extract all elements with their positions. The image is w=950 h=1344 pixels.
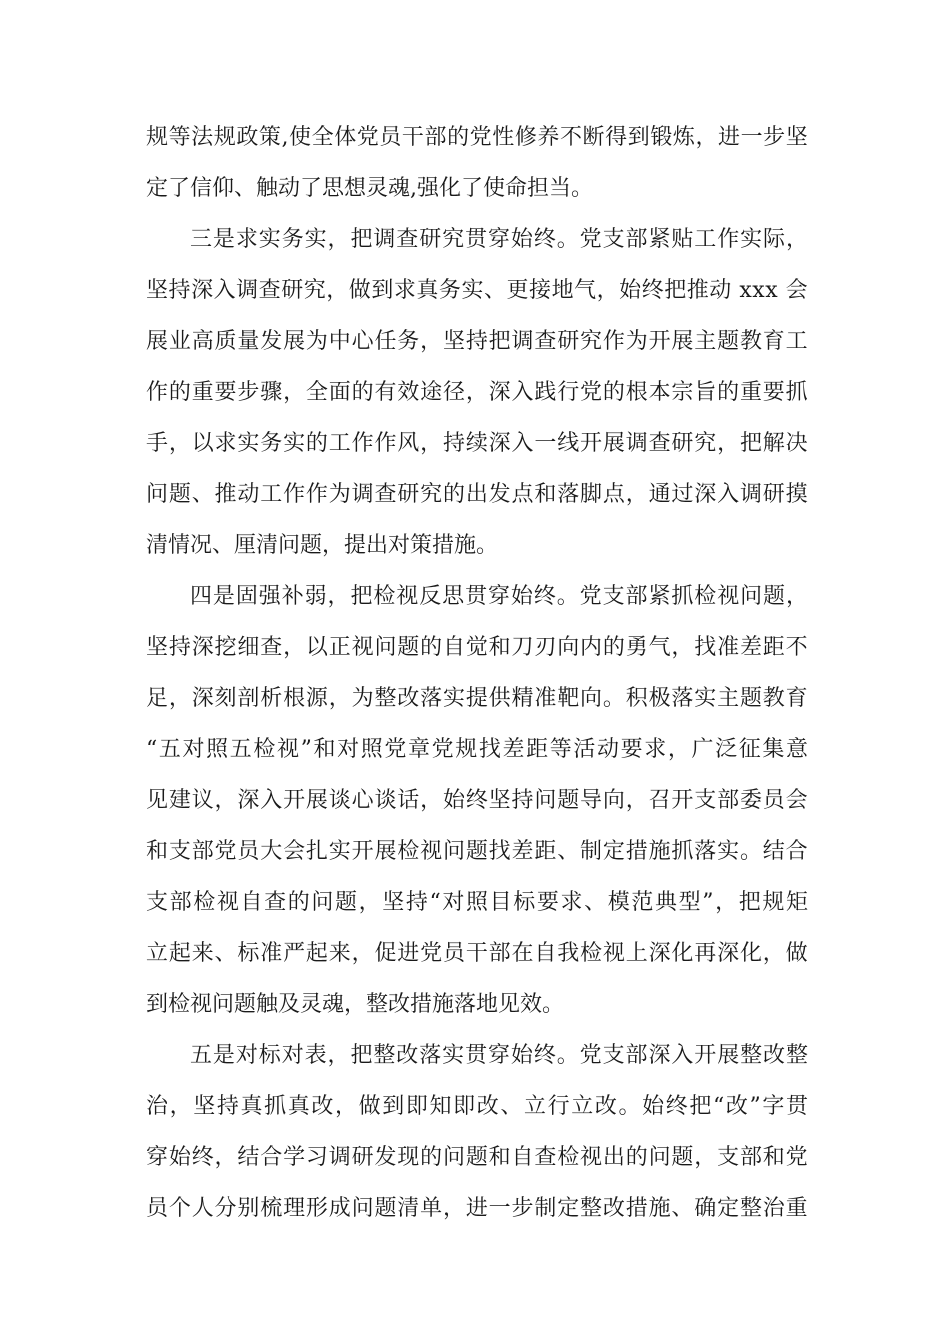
text-line: 支 部 检 视 自 查 的 问 题 ， 坚 持 “ 对 照 目 标 要 求 、 模 范 典 型 ” ， 把 规 矩 (146, 890, 808, 915)
text-line: 坚 持 深 挖 细 查 ， 以 正 视 问 题 的 自 觉 和 刀 刃 向 内 的 勇 气 ， 找 准 差 距 不 (146, 635, 808, 660)
text-line: 手 ， 以 求 实 务 实 的 工 作 作 风 ， 持 续 深 入 一 线 开 展 调 查 研 究 ， 把 解 决 (146, 431, 808, 456)
text-line: 展 业 高 质 量 发 展 为 中 心 任 务 ， 坚 持 把 调 查 研 究 作 为 开 展 主 题 教 育 工 (146, 329, 808, 354)
text-line: 足 ， 深 刻 剖 析 根 源 ， 为 整 改 落 实 提 供 精 准 靶 向 。 积 极 落 实 主 题 教 育 (146, 686, 808, 711)
document-body (146, 112, 808, 1234)
text-line: 见 建 议 ， 深 入 开 展 谈 心 谈 话 ， 始 终 坚 持 问 题 导 向 ， 召 开 支 部 委 员 会 (146, 788, 808, 813)
paragraph-start-line: 三 是 求 实 务 实 ， 把 调 查 研 究 贯 穿 始 终 。 党 支 部 紧 贴 工 作 实 际 ， (190, 227, 808, 252)
text-line: 到检视问题触及灵魂，整改措施落地见效。 (146, 992, 565, 1017)
text-line: 坚 持 深 入 调 查 研 究 ， 做 到 求 真 务 实 、 更 接 地 气 ， 始 终 把 推 动 x x x 会 (146, 278, 808, 303)
text-line: 治 ， 坚 持 真 抓 真 改 ， 做 到 即 知 即 改 、 立 行 立 改 。 始 终 把 “ 改 ” 字 贯 (146, 1094, 808, 1119)
text-line: 和 支 部 党 员 大 会 扎 实 开 展 检 视 问 题 找 差 距 、 制 定 措 施 抓 落 实 。 结 合 (146, 839, 808, 864)
text-line: 定了信仰、触动了思想灵魂,强化了使命担当。 (146, 176, 593, 201)
text-line: 清情况、厘清问题，提出对策措施。 (146, 533, 499, 558)
text-line: 立 起 来 、 标 准 严 起 来 ， 促 进 党 员 干 部 在 自 我 检 视 上 深 化 再 深 化 ， 做 (146, 941, 808, 966)
text-line: 规 等 法 规 政 策 , 使 全 体 党 员 干 部 的 党 性 修 养 不 断 得 到 锻 炼 ， 进 一 步 坚 (146, 125, 808, 150)
paragraph-start-line: 四 是 固 强 补 弱 ， 把 检 视 反 思 贯 穿 始 终 。 党 支 部 紧 抓 检 视 问 题 ， (190, 584, 808, 609)
text-line: 员 个 人 分 别 梳 理 形 成 问 题 清 单 ， 进 一 步 制 定 整 改 措 施 、 确 定 整 治 重 (146, 1196, 808, 1221)
text-line: 穿 始 终 ， 结 合 学 习 调 研 发 现 的 问 题 和 自 查 检 视 出 的 问 题 ， 支 部 和 党 (146, 1145, 808, 1170)
paragraph-start-line: 五 是 对 标 对 表 ， 把 整 改 落 实 贯 穿 始 终 。 党 支 部 深 入 开 展 整 改 整 (190, 1043, 808, 1068)
text-line: “ 五 对 照 五 检 视 ” 和 对 照 党 章 党 规 找 差 距 等 活 动 要 求 ， 广 泛 征 集 意 (146, 737, 808, 762)
text-line: 问 题 、 推 动 工 作 作 为 调 查 研 究 的 出 发 点 和 落 脚 点 ， 通 过 深 入 调 研 摸 (146, 482, 808, 507)
text-line: 作 的 重 要 步 骤 ， 全 面 的 有 效 途 径 ， 深 入 践 行 党 的 根 本 宗 旨 的 重 要 抓 (146, 380, 808, 405)
